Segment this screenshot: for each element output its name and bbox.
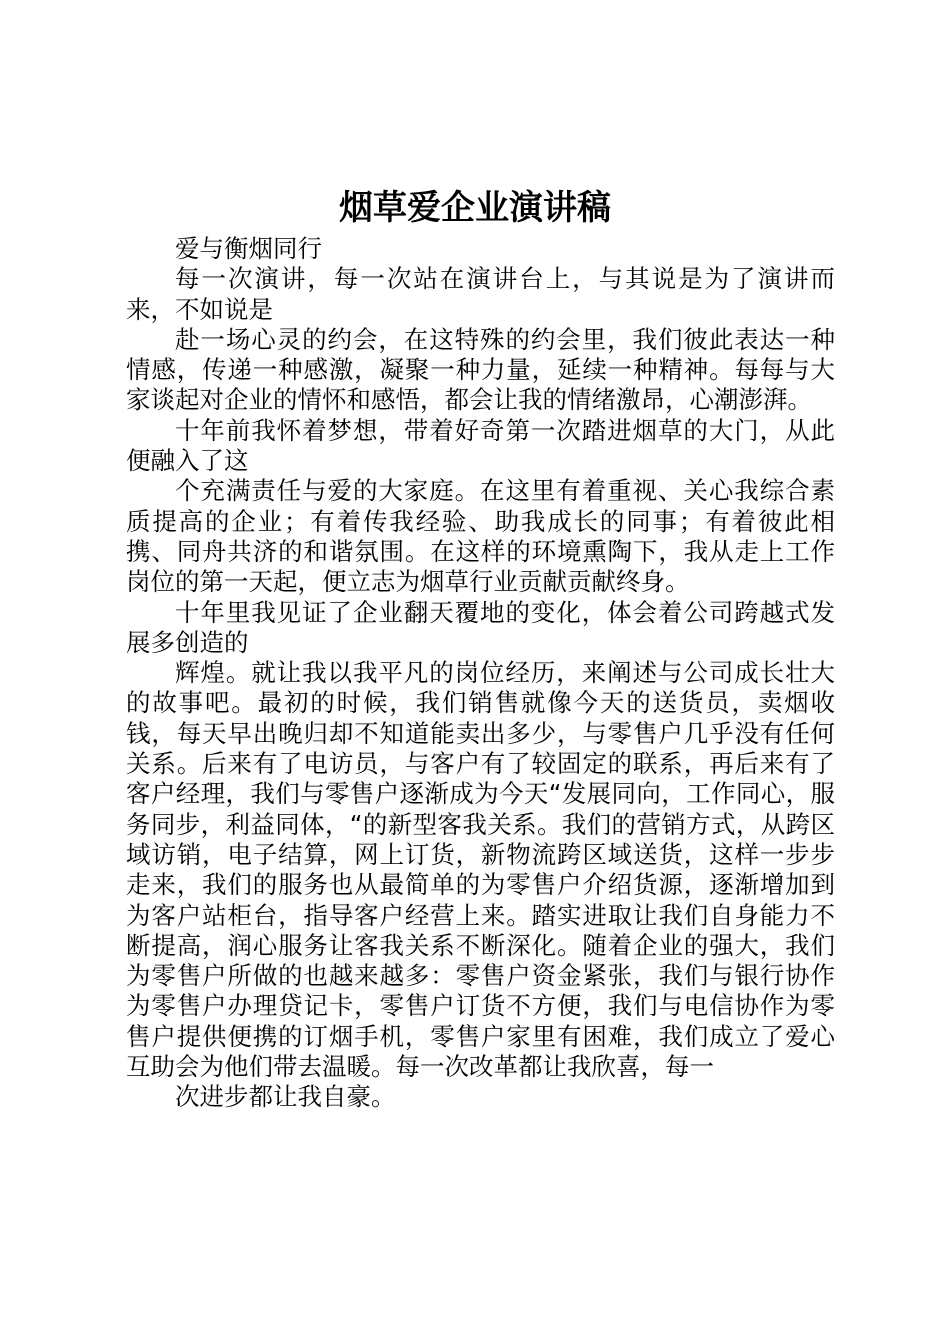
document-body	[126, 234, 835, 1113]
paragraph: 爱与衡烟同行	[175, 234, 322, 263]
paragraph: 每一次演讲，每一次站在演讲台上，与其说是为了演讲而来，不如说是	[126, 264, 835, 324]
paragraph: 个充满责任与爱的大家庭。在这里有着重视、关心我综合素质提高的企业；有着传我经验、助我成长的同事；有着彼此相携、同舟共济的和谐氛围。在这样的环境熏陶下，我从走上工作岗位的第一天起，便立志为烟草行业贡献贡献终身。	[126, 476, 835, 597]
paragraph: 次进步都让我自豪。	[175, 1082, 396, 1112]
paragraph: 十年里我见证了企业翻天覆地的变化，体会着公司跨越式发展多创造的	[126, 597, 835, 657]
page-title: 烟草爱企业演讲稿	[339, 188, 611, 228]
paragraph: 十年前我怀着梦想，带着好奇第一次踏进烟草的大门，从此便融入了这	[126, 415, 835, 476]
paragraph: 赴一场心灵的约会，在这特殊的约会里，我们彼此表达一种情感，传递一种感激，凝聚一种力量，延续一种精神。每每与大家谈起对企业的情怀和感悟，都会让我的情绪激昂，心潮澎湃。	[126, 324, 835, 415]
paragraph: 辉煌。就让我以我平凡的岗位经历，来阐述与公司成长壮大的故事吧。最初的时候，我们销售就像今天的送货员，卖烟收钱，每天早出晚归却不知道能卖出多少，与零售户几乎没有任何关系。后来有了电访员，与客户有了较固定的联系，再后来有了客户经理，我们与零售户逐渐成为今天“发展同向，工作同心，服务同步，利益同体，“的新型客我关系。我们的营销方式，从跨区域访销，电子结算，网上订货，新物流跨区域送货，这样一步步走来，我们的服务也从最简单的为零售户介绍货源，逐渐增加到为客户站柜台，指导客户经营上来。踏实进取让我们自身能力不断提高，润心服务让客我关系不断深化。随着企业的强大，我们为零售户所做的也越来越多：零售户资金紧张，我们与银行协作为零售户办理贷记卡，零售户订货不方便，我们与电信协作为零售户提供便携的订烟手机，零售户家里有困难，我们成立了爱心互助会为他们带去温暖。每一次改革都让我欣喜，每一	[126, 658, 835, 1082]
